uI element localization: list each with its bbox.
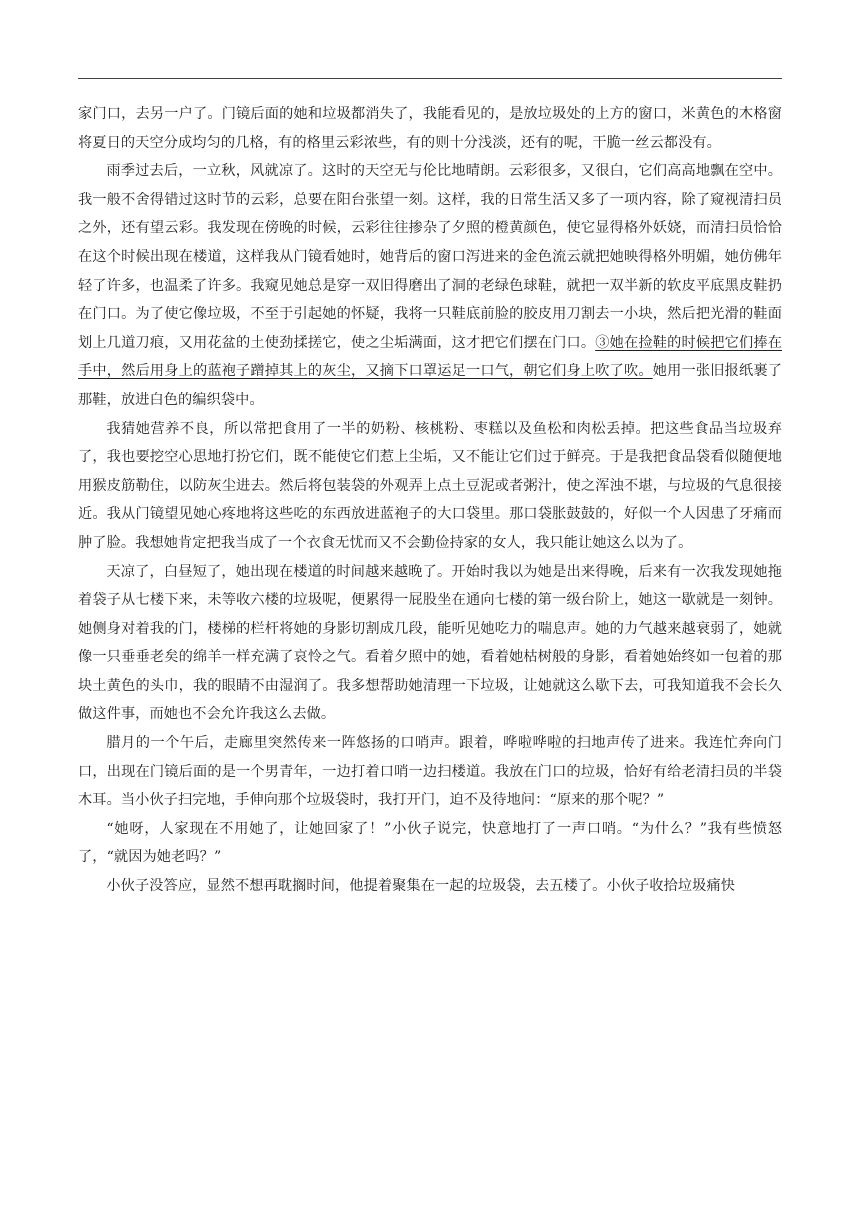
underlined-sentence-3: ③她在捡鞋的时候把它们捧在手中，然后用身上的蓝袍子蹭掉其上的灰尘，又摘下口罩运足一口气，朝它们身上吹了吹。 [78,334,782,380]
paragraph-2-tail: 她用一张旧报纸裹了那鞋，放进白色的编织袋中。 [78,363,782,408]
paragraph-3: 我猜她营养不良，所以常把食用了一半的奶粉、核桃粉、枣糕以及鱼松和肉松丢掉。把这些食品当垃圾弃了，我也要挖空心思地打扮它们，既不能使它们惹上尘垢，又不能让它们过于鲜亮。于是我把食品袋看似随便地用猴皮筋勒住，以防灰尘进去。然后将包装袋的外观弄上点土豆泥或者粥汁，使之浑浊不堪，与垃圾的气息很接近。我从门镜望见她心疼地将这些吃的东西放进蓝袍子的大口袋里。那口袋胀鼓鼓的，好似一个人因患了牙痛而肿了脸。我想她肯定把我当成了一个衣食无忧而又不会勤俭持家的女人，我只能让她这么以为了。 [78,420,782,551]
header-rule [78,78,782,79]
article-body [78,100,782,901]
paragraph-4: 天凉了，白昼短了，她出现在楼道的时间越来越晚了。开始时我以为她是出来得晚，后来有一次我发现她拖着袋子从七楼下来，未等收六楼的垃圾呢，便累得一屁股坐在通向七楼的第一级台阶上，她这一歇就是一刻钟。她侧身对着我的门，楼梯的栏杆将她的身影切割成几段，能听见她吃力的喘息声。她的力气越来越衰弱了，她就像一只垂垂老矣的绵羊一样充满了哀怜之气。看着夕照中的她，看着她枯树般的身影，看着她始终如一包着的那块土黄色的头巾，我的眼睛不由湿润了。我多想帮助她清理一下垃圾，让她就这么歇下去，可我知道我不会长久做这件事，而她也不会允许我这么去做。 [78,563,782,723]
paragraph-6: “她呀，人家现在不用她了，让她回家了！”小伙子说完，快意地打了一声口哨。“为什么？”我有些愤怒了，“就因为她老吗？” [78,820,782,866]
paragraph-5: 腊月的一个午后，走廊里突然传来一阵悠扬的口哨声。跟着，哗啦哗啦的扫地声传了进来。我连忙奔向门口，出现在门镜后面的是一个男青年，一边打着口哨一边扫楼道。我放在门口的垃圾，恰好有给老清扫员的半袋木耳。当小伙子扫完地，手伸向那个垃圾袋时，我打开门，迫不及待地问：“原来的那个呢？” [78,735,782,809]
paragraph-7: 小伙子没答应，显然不想再耽搁时间，他提着聚集在一起的垃圾袋，去五楼了。小伙子收拾垃圾痛快 [106,878,736,895]
paragraph-1: 家门口，去另一户了。门镜后面的她和垃圾都消失了，我能看见的，是放垃圾处的上方的窗口，米黄色的木格窗将夏日的天空分成均匀的几格，有的格里云彩浓些，有的则十分浅淡，还有的呢，干脆一丝云都没有。 [78,106,782,151]
paragraph-2 [78,157,782,414]
paragraph-2-text: 雨季过去后，一立秋，风就凉了。这时的天空无与伦比地晴朗。云彩很多，又很白，它们高高地飘在空中。我一般不舍得错过这时节的云彩，总要在阳台张望一刻。这样，我的日常生活又多了一项内容，除了窥视清扫员之外，还有望云彩。我发现在傍晚的时候，云彩往往掺杂了夕照的橙黄颜色，使它显得格外妖娆，而清扫员恰恰在这个时候出现在楼道，这样我从门镜看她时，她背后的窗口泻进来的金色流云就把她映得格外明媚，她仿佛年轻了许多，也温柔了许多。我窥见她总是穿一双旧得磨出了洞的老绿色球鞋，就把一双半新的软皮平底黑皮鞋扔在门口。为了使它像垃圾，不至于引起她的怀疑，我将一只鞋底前脸的胶皮用刀割去一小块，然后把光滑的鞋面划上几道刀痕，又用花盆的土使劲揉搓它，使之尘垢满面，这才把它们摆在门口。 [78,163,782,351]
